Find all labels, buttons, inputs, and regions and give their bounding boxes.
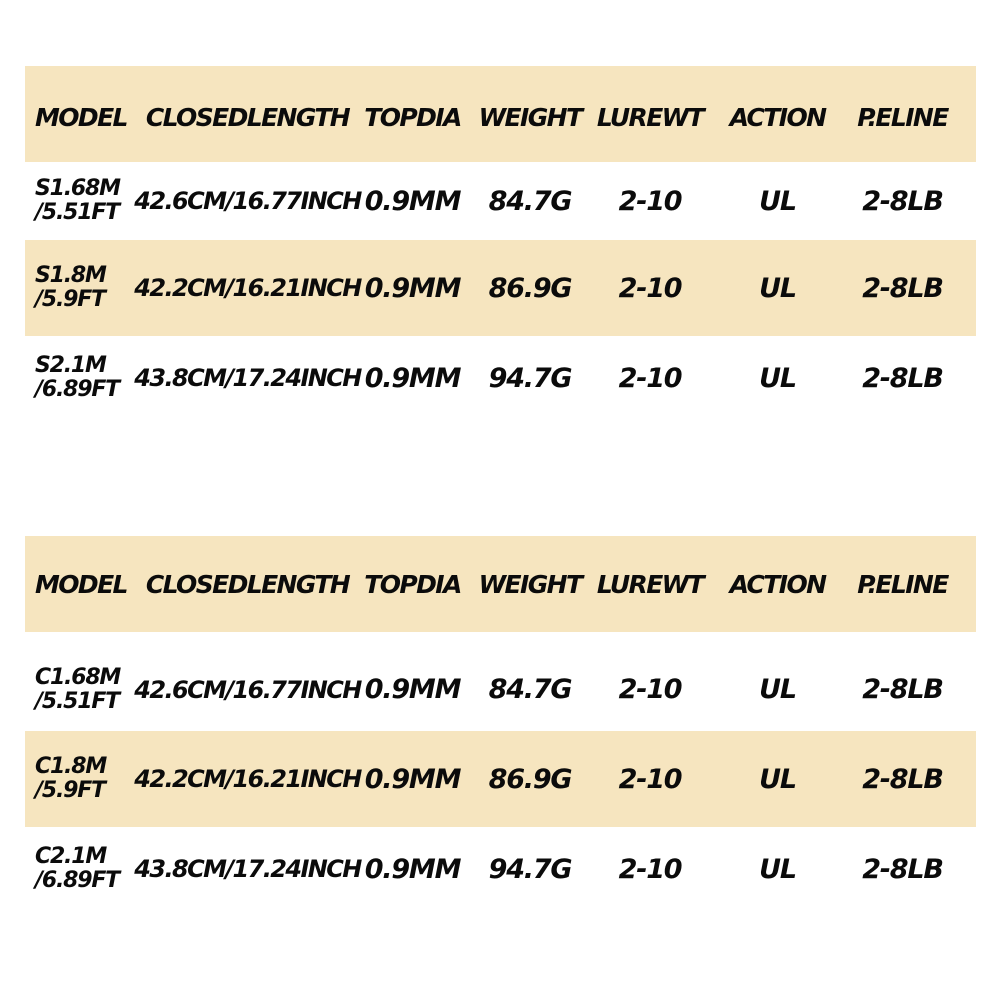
- cell-lure-wt: 2-10: [618, 362, 682, 394]
- header-pe-line: P.ELINE: [857, 569, 948, 599]
- model-size: S2.1M: [35, 353, 106, 378]
- spec-table-casting: [25, 536, 976, 911]
- header-action: ACTION: [729, 102, 826, 132]
- model-feet: /5.51FT: [35, 688, 119, 714]
- model-size: C1.8M: [35, 754, 107, 779]
- cell-weight: 94.7G: [488, 362, 572, 394]
- cell-lure-wt: 2-10: [618, 185, 682, 217]
- cell-action: UL: [759, 674, 796, 705]
- cell-pe-line: 2-8LB: [862, 853, 943, 885]
- cell-model: [35, 240, 145, 336]
- header-top-dia: TOPDIA: [364, 102, 461, 132]
- cell-model: [35, 731, 145, 827]
- cell-closed-length: 43.8CM/17.24INCH: [134, 364, 361, 392]
- model-feet: /6.89FT: [35, 377, 119, 402]
- model-size: S1.8M: [35, 263, 106, 288]
- cell-closed-length: 42.6CM/16.77INCH: [134, 675, 361, 704]
- cell-weight: 84.7G: [488, 674, 572, 705]
- cell-closed-length: 43.8CM/17.24INCH: [134, 855, 361, 883]
- cell-model: [35, 162, 145, 240]
- cell-top-dia: 0.9MM: [364, 272, 461, 304]
- table-header-row: [25, 66, 976, 162]
- cell-action: UL: [759, 185, 796, 217]
- cell-lure-wt: 2-10: [618, 853, 682, 885]
- cell-weight: 84.7G: [488, 185, 572, 217]
- cell-top-dia: 0.9MM: [364, 853, 461, 885]
- header-lure-wt: LUREWT: [596, 569, 704, 599]
- cell-action: UL: [759, 763, 796, 795]
- header-pe-line: P.ELINE: [857, 102, 948, 132]
- cell-lure-wt: 2-10: [618, 674, 682, 705]
- cell-model: [35, 632, 145, 731]
- model-size: C2.1M: [35, 844, 107, 869]
- cell-action: UL: [759, 362, 796, 394]
- header-weight: WEIGHT: [478, 102, 582, 132]
- model-size: C1.68M: [35, 664, 121, 690]
- cell-action: UL: [759, 853, 796, 885]
- model-feet: /5.9FT: [35, 287, 105, 312]
- header-closed-length: CLOSEDLENGTH: [145, 569, 350, 599]
- header-weight: WEIGHT: [478, 569, 582, 599]
- table-row: [25, 632, 976, 731]
- cell-closed-length: 42.2CM/16.21INCH: [134, 765, 361, 793]
- table-header-row: [25, 536, 976, 632]
- header-top-dia: TOPDIA: [364, 569, 461, 599]
- cell-lure-wt: 2-10: [618, 763, 682, 795]
- cell-weight: 86.9G: [488, 272, 572, 304]
- model-size: S1.68M: [35, 176, 120, 201]
- cell-weight: 94.7G: [488, 853, 572, 885]
- cell-model: [35, 336, 145, 420]
- model-feet: /6.89FT: [35, 868, 119, 893]
- cell-lure-wt: 2-10: [618, 272, 682, 304]
- cell-pe-line: 2-8LB: [862, 185, 943, 217]
- header-model: MODEL: [35, 102, 127, 132]
- cell-closed-length: 42.2CM/16.21INCH: [134, 274, 361, 302]
- cell-top-dia: 0.9MM: [364, 362, 461, 394]
- table-row: [25, 731, 976, 827]
- cell-pe-line: 2-8LB: [862, 763, 943, 795]
- model-feet: /5.51FT: [35, 200, 119, 225]
- cell-pe-line: 2-8LB: [862, 362, 943, 394]
- cell-model: [35, 827, 145, 911]
- table-row: [25, 336, 976, 420]
- table-row: [25, 240, 976, 336]
- header-lure-wt: LUREWT: [596, 102, 704, 132]
- cell-weight: 86.9G: [488, 763, 572, 795]
- cell-action: UL: [759, 272, 796, 304]
- model-feet: /5.9FT: [35, 778, 105, 803]
- cell-top-dia: 0.9MM: [364, 674, 461, 705]
- header-model: MODEL: [35, 569, 127, 599]
- cell-top-dia: 0.9MM: [364, 763, 461, 795]
- header-action: ACTION: [729, 569, 826, 599]
- cell-pe-line: 2-8LB: [862, 272, 943, 304]
- cell-pe-line: 2-8LB: [862, 674, 943, 705]
- cell-top-dia: 0.9MM: [364, 185, 461, 217]
- spec-table-spinning: [25, 66, 976, 420]
- header-closed-length: CLOSEDLENGTH: [145, 102, 350, 132]
- table-row: [25, 827, 976, 911]
- table-row: [25, 162, 976, 240]
- cell-closed-length: 42.6CM/16.77INCH: [134, 187, 361, 215]
